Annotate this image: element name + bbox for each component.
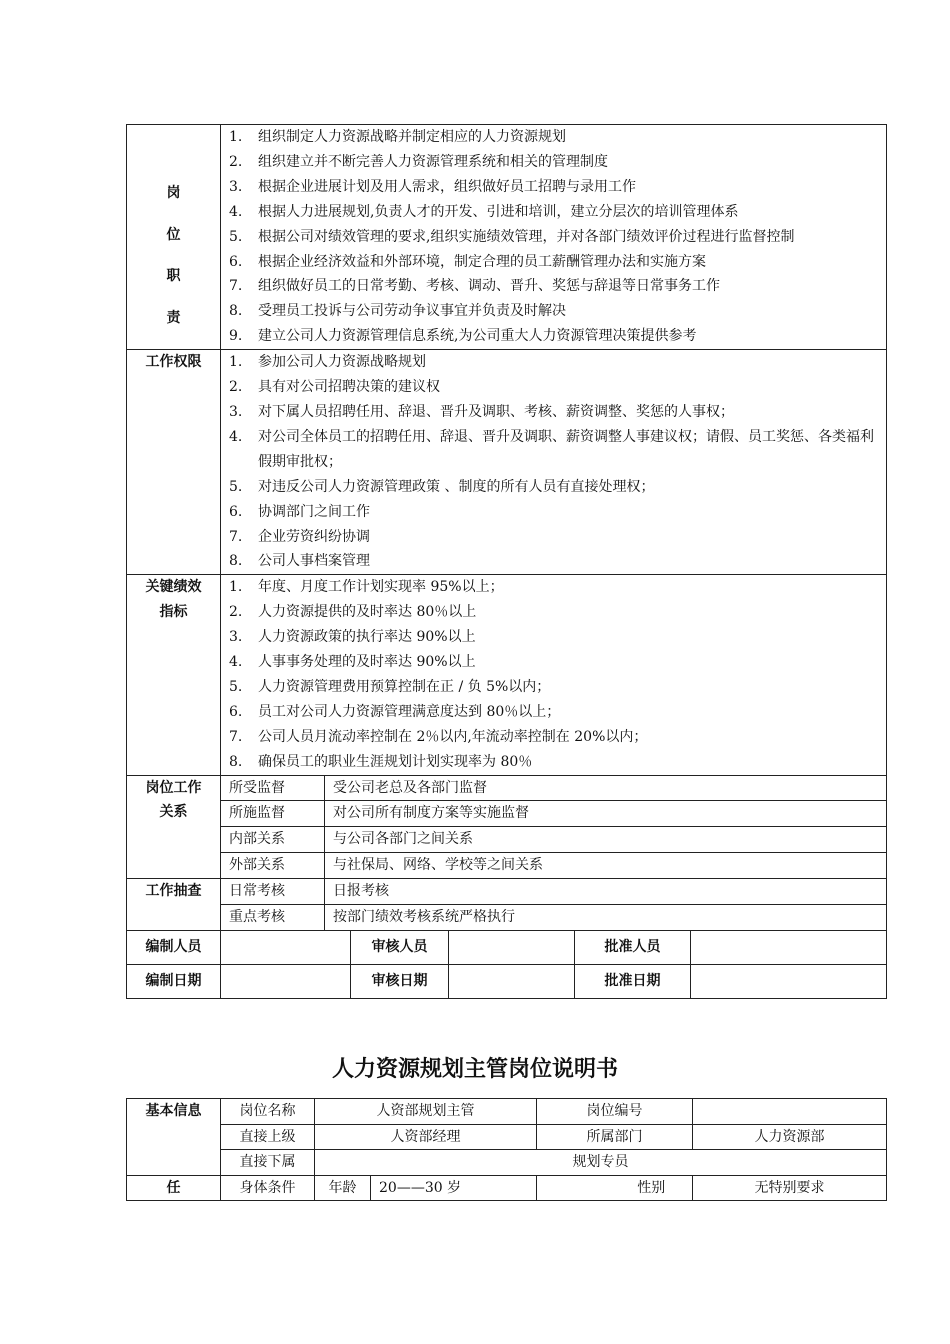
list-item — [221, 250, 886, 275]
basic-info-row — [127, 1099, 887, 1125]
dept-value: 人力资源部 — [693, 1124, 887, 1150]
item-number: 6. — [229, 253, 243, 270]
list-item — [221, 750, 886, 775]
post-name-value: 人资部规划主管 — [315, 1099, 537, 1125]
relation-key: 所施监督 — [221, 801, 325, 827]
item-text: 根据人力进展规划,负责人才的开发、引进和培训，建立分层次的培训管理体系 — [258, 203, 739, 220]
list-item — [221, 299, 886, 324]
item-number: 7. — [229, 528, 243, 545]
list-item — [221, 700, 886, 725]
item-text: 建立公司人力资源管理信息系统,为公司重大人力资源管理决策提供参考 — [258, 328, 697, 345]
kpi-list — [221, 575, 886, 774]
item-number: 1. — [229, 129, 243, 145]
list-item — [221, 625, 886, 650]
list-item — [221, 350, 886, 375]
duties-label-char: 责 — [166, 309, 181, 326]
item-text: 公司人员月流动率控制在 2％以内,年流动率控制在 20%以内； — [258, 728, 648, 745]
list-item — [221, 725, 886, 750]
superior-label: 直接上级 — [221, 1124, 315, 1150]
item-text: 根据企业进展计划及用人需求，组织做好员工招聘与录用工作 — [258, 178, 636, 195]
dept-label: 所属部门 — [537, 1124, 693, 1150]
list-item — [221, 549, 886, 574]
approved-by-label: 批准人员 — [575, 931, 691, 965]
item-text: 组织制定人力资源战略并制定相应的人力资源规划 — [258, 129, 566, 145]
item-text: 对违反公司人力资源管理政策 、制度的所有人员有直接处理权； — [258, 478, 655, 495]
item-text: 协调部门之间工作 — [258, 503, 370, 520]
duties-list — [221, 125, 886, 349]
requirements-row — [127, 1175, 887, 1201]
requirements-label: 任 — [127, 1175, 221, 1201]
list-item — [221, 375, 886, 400]
kpi-row — [127, 575, 887, 775]
duties-label-char: 职 — [166, 268, 181, 284]
item-number: 4. — [229, 428, 243, 445]
item-number: 8. — [229, 553, 243, 570]
sign-row — [127, 931, 887, 965]
page-title: 人力资源规划主管岗位说明书 — [331, 1057, 618, 1082]
item-text: 确保员工的职业生涯规划计划实现率为 80％ — [258, 753, 533, 770]
body-condition-label: 身体条件 — [221, 1175, 315, 1201]
list-item — [221, 600, 886, 625]
item-text: 企业劳资纠纷协调 — [258, 528, 370, 545]
item-number: 8. — [229, 303, 243, 320]
authority-label: 工作权限 — [127, 350, 221, 575]
item-number: 2. — [229, 379, 243, 396]
item-text: 人力资源管理费用预算控制在正 / 负 5%以内； — [258, 678, 551, 695]
subordinate-value: 规划专员 — [315, 1150, 887, 1176]
item-number: 3. — [229, 629, 243, 646]
item-number: 3. — [229, 178, 243, 195]
duties-content — [221, 125, 887, 350]
relation-key: 所受监督 — [221, 775, 325, 801]
check-value: 按部门绩效考核系统严格执行 — [325, 905, 887, 931]
subordinate-label: 直接下属 — [221, 1150, 315, 1176]
item-text: 公司人事档案管理 — [258, 553, 370, 570]
item-text: 受理员工投诉与公司劳动争议事宜并负责及时解决 — [258, 303, 566, 320]
relation-key: 内部关系 — [221, 827, 325, 853]
item-text: 组织建立并不断完善人力资源管理系统和相关的管理制度 — [258, 153, 608, 170]
check-row — [127, 905, 887, 931]
gender-value: 无特别要求 — [693, 1175, 887, 1201]
approved-by-value — [691, 931, 887, 965]
item-text: 对下属人员招聘任用、辞退、晋升及调职、考核、薪资调整、奖惩的人事权； — [258, 403, 734, 420]
duties-label-char: 位 — [166, 226, 181, 243]
list-item — [221, 650, 886, 675]
gender-label: 性别 — [611, 1175, 693, 1201]
kpi-label-line: 关键绩效 — [145, 579, 202, 596]
list-item — [221, 575, 886, 600]
basic-info-row — [127, 1124, 887, 1150]
relations-row — [127, 775, 887, 801]
age-label: 年龄 — [315, 1175, 371, 1201]
authority-content — [221, 350, 887, 575]
sign-date-row — [127, 965, 887, 999]
item-number: 4. — [229, 654, 243, 671]
item-text: 根据公司对绩效管理的要求,组织实施绩效管理，并对各部门绩效评价过程进行监督控制 — [258, 228, 795, 245]
approved-date-label: 批准日期 — [575, 965, 691, 999]
item-text: 人事事务处理的及时率达 90%以上 — [258, 654, 476, 671]
item-text: 人力资源提供的及时率达 80％以上 — [258, 604, 477, 621]
check-key: 重点考核 — [221, 905, 325, 931]
list-item — [221, 150, 886, 175]
list-item — [221, 525, 886, 550]
reviewed-by-label: 审核人员 — [351, 931, 449, 965]
item-text: 员工对公司人力资源管理满意度达到 80％以上； — [258, 703, 561, 720]
check-value: 日报考核 — [325, 879, 887, 905]
job-description-table-1 — [126, 124, 887, 999]
prepared-by-label: 编制人员 — [127, 931, 221, 965]
item-number: 9. — [229, 328, 243, 345]
list-item — [221, 175, 886, 200]
kpi-label-line: 指标 — [159, 604, 188, 621]
item-text: 根据企业经济效益和外部环境，制定合理的员工薪酬管理办法和实施方案 — [258, 253, 706, 270]
duties-row — [127, 125, 887, 350]
item-number: 5. — [229, 478, 243, 495]
authority-list — [221, 350, 886, 574]
reviewed-by-value — [449, 931, 575, 965]
item-number: 8. — [229, 753, 243, 770]
item-number: 1. — [229, 354, 243, 371]
prepared-date-label: 编制日期 — [127, 965, 221, 999]
item-number: 4. — [229, 203, 243, 220]
superior-value: 人资部经理 — [315, 1124, 537, 1150]
duties-label — [127, 125, 221, 350]
relation-value: 与公司各部门之间关系 — [325, 827, 887, 853]
relation-key: 外部关系 — [221, 853, 325, 879]
item-text: 对公司全体员工的招聘任用、辞退、晋升及调职、薪资调整人事建议权；请假、员工奖惩、各类福利假期审批权； — [258, 428, 874, 470]
check-row — [127, 879, 887, 905]
list-item — [221, 425, 886, 475]
item-number: 5. — [229, 678, 243, 695]
item-number: 2. — [229, 153, 243, 170]
relation-value: 与社保局、网络、学校等之间关系 — [325, 853, 887, 879]
item-number: 7. — [229, 278, 243, 295]
approved-date-value — [691, 965, 887, 999]
list-item — [221, 675, 886, 700]
post-name-label: 岗位名称 — [221, 1099, 315, 1125]
kpi-content — [221, 575, 887, 775]
item-number: 6. — [229, 703, 243, 720]
prepared-date-value — [221, 965, 351, 999]
item-number: 5. — [229, 228, 243, 245]
item-text: 具有对公司招聘决策的建议权 — [258, 379, 440, 396]
list-item — [221, 274, 886, 299]
age-value: 20——30 岁 — [371, 1175, 537, 1201]
relation-value: 对公司所有制度方案等实施监督 — [325, 801, 887, 827]
relations-row — [127, 827, 887, 853]
relations-row — [127, 801, 887, 827]
check-key: 日常考核 — [221, 879, 325, 905]
post-code-label: 岗位编号 — [537, 1099, 693, 1125]
relations-label — [127, 775, 221, 879]
basic-info-row — [127, 1150, 887, 1176]
kpi-label — [127, 575, 221, 775]
item-number: 7. — [229, 728, 243, 745]
authority-row — [127, 350, 887, 575]
item-number: 3. — [229, 403, 243, 420]
reviewed-date-value — [449, 965, 575, 999]
item-number: 2. — [229, 604, 243, 621]
list-item — [221, 324, 886, 349]
job-description-table-2 — [126, 1098, 887, 1201]
relations-label-line: 关系 — [159, 804, 188, 821]
list-item — [221, 500, 886, 525]
item-number: 1. — [229, 579, 243, 596]
list-item — [221, 200, 886, 225]
item-text: 人力资源政策的执行率达 90%以上 — [258, 629, 476, 646]
duties-label-char: 岗 — [166, 185, 181, 201]
check-label: 工作抽查 — [127, 879, 221, 931]
item-number: 6. — [229, 503, 243, 520]
list-item — [221, 225, 886, 250]
list-item — [221, 400, 886, 425]
list-item — [221, 125, 886, 150]
item-text: 参加公司人力资源战略规划 — [258, 354, 426, 371]
relations-label-line: 岗位工作 — [145, 779, 202, 796]
relation-value: 受公司老总及各部门监督 — [325, 775, 887, 801]
reviewed-date-label: 审核日期 — [351, 965, 449, 999]
list-item — [221, 475, 886, 500]
item-text: 组织做好员工的日常考勤、考核、调动、晋升、奖惩与辞退等日常事务工作 — [258, 278, 720, 295]
relations-row — [127, 853, 887, 879]
blank-cell — [537, 1175, 611, 1201]
prepared-by-value — [221, 931, 351, 965]
item-text: 年度、月度工作计划实现率 95%以上； — [258, 579, 504, 596]
post-code-value — [693, 1099, 887, 1125]
basic-info-label: 基本信息 — [127, 1099, 221, 1176]
